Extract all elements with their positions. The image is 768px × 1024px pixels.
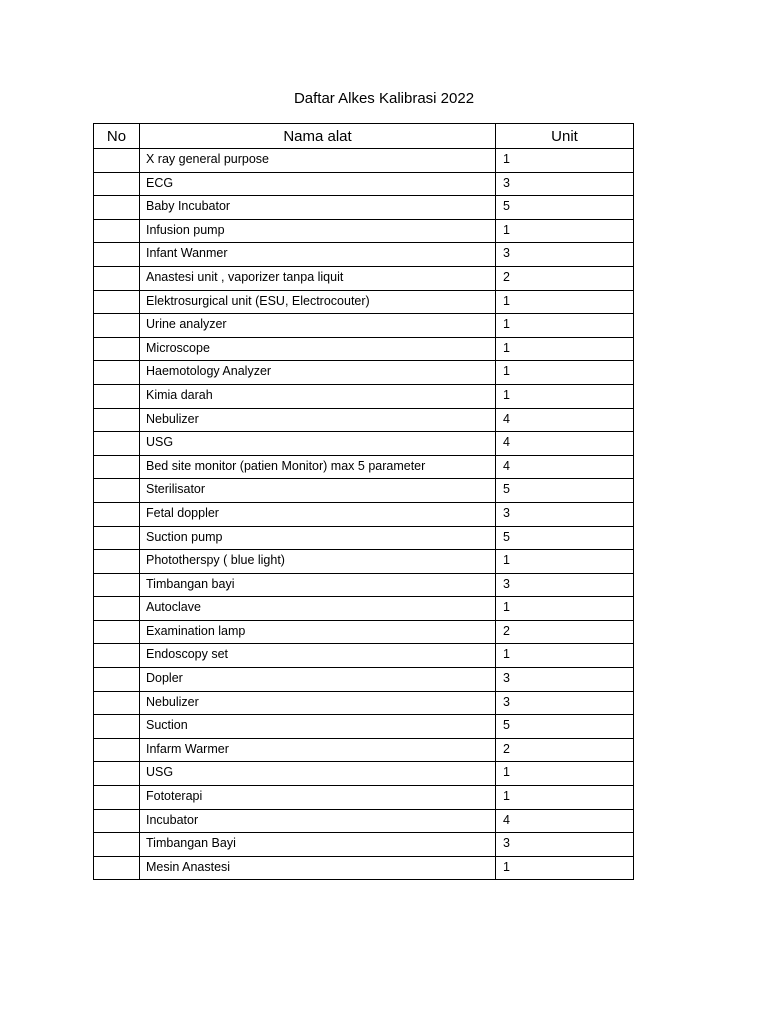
cell-name: Microscope [140,337,496,361]
cell-name: Timbangan Bayi [140,833,496,857]
cell-name: Nebulizer [140,408,496,432]
table-row [94,172,634,196]
cell-no [94,786,140,810]
table-row [94,620,634,644]
cell-name: Urine analyzer [140,314,496,338]
cell-name: Examination lamp [140,620,496,644]
cell-no [94,266,140,290]
cell-unit: 5 [496,479,634,503]
table-row [94,337,634,361]
cell-unit: 1 [496,149,634,173]
cell-no [94,620,140,644]
cell-unit: 1 [496,337,634,361]
cell-no [94,432,140,456]
table-row [94,384,634,408]
cell-name: Kimia darah [140,384,496,408]
cell-unit: 3 [496,243,634,267]
table-row [94,762,634,786]
table-row [94,314,634,338]
table-row [94,361,634,385]
table-row [94,455,634,479]
header-name: Nama alat [140,124,496,149]
cell-no [94,644,140,668]
cell-no [94,762,140,786]
table-row [94,597,634,621]
cell-name: Bed site monitor (patien Monitor) max 5 parameter [140,455,496,479]
cell-no [94,196,140,220]
table-row [94,149,634,173]
cell-unit: 3 [496,502,634,526]
cell-unit: 5 [496,526,634,550]
cell-no [94,668,140,692]
cell-name: Endoscopy set [140,644,496,668]
table-row [94,196,634,220]
table-row [94,408,634,432]
cell-name: USG [140,762,496,786]
cell-name: Anastesi unit , vaporizer tanpa liquit [140,266,496,290]
cell-unit: 1 [496,290,634,314]
cell-unit: 1 [496,384,634,408]
cell-no [94,502,140,526]
cell-unit: 1 [496,314,634,338]
table-row [94,715,634,739]
cell-no [94,455,140,479]
cell-unit: 5 [496,196,634,220]
cell-name: Infarm Warmer [140,738,496,762]
table-row [94,738,634,762]
cell-name: Haemotology Analyzer [140,361,496,385]
cell-unit: 2 [496,266,634,290]
cell-unit: 1 [496,762,634,786]
cell-unit: 4 [496,408,634,432]
table-row [94,691,634,715]
cell-unit: 1 [496,786,634,810]
cell-name: Timbangan bayi [140,573,496,597]
cell-no [94,573,140,597]
cell-no [94,219,140,243]
cell-name: Incubator [140,809,496,833]
table-row [94,479,634,503]
cell-no [94,290,140,314]
table-row [94,432,634,456]
cell-no [94,809,140,833]
cell-unit: 1 [496,219,634,243]
table-row [94,668,634,692]
cell-name: Infant Wanmer [140,243,496,267]
cell-unit: 3 [496,573,634,597]
cell-unit: 2 [496,620,634,644]
cell-name: Infusion pump [140,219,496,243]
cell-no [94,715,140,739]
equipment-table [93,123,634,880]
cell-name: Autoclave [140,597,496,621]
cell-no [94,691,140,715]
cell-unit: 4 [496,809,634,833]
cell-unit: 3 [496,833,634,857]
cell-unit: 3 [496,691,634,715]
cell-name: Fototerapi [140,786,496,810]
cell-no [94,149,140,173]
table-row [94,644,634,668]
cell-name: Dopler [140,668,496,692]
cell-no [94,526,140,550]
cell-unit: 2 [496,738,634,762]
cell-unit: 1 [496,550,634,574]
table-row [94,856,634,880]
cell-no [94,243,140,267]
table-row [94,243,634,267]
cell-name: X ray general purpose [140,149,496,173]
table-row [94,526,634,550]
header-unit: Unit [496,124,634,149]
cell-name: USG [140,432,496,456]
cell-unit: 5 [496,715,634,739]
cell-unit: 3 [496,172,634,196]
table-row [94,573,634,597]
cell-name: Nebulizer [140,691,496,715]
header-no: No [94,124,140,149]
cell-no [94,408,140,432]
table-row [94,290,634,314]
cell-name: Mesin Anastesi [140,856,496,880]
table-row [94,550,634,574]
cell-name: Sterilisator [140,479,496,503]
cell-name: Baby Incubator [140,196,496,220]
table-row [94,833,634,857]
cell-no [94,833,140,857]
table-row [94,809,634,833]
cell-no [94,479,140,503]
table-row [94,786,634,810]
cell-unit: 4 [496,455,634,479]
table-row [94,219,634,243]
cell-unit: 1 [496,856,634,880]
table-row [94,266,634,290]
cell-no [94,172,140,196]
cell-name: Elektrosurgical unit (ESU, Electrocouter) [140,290,496,314]
cell-no [94,384,140,408]
table-header-row [94,124,634,149]
cell-no [94,337,140,361]
cell-no [94,361,140,385]
table-row [94,502,634,526]
cell-name: Suction pump [140,526,496,550]
cell-no [94,856,140,880]
cell-no [94,314,140,338]
cell-name: Phototherspy ( blue light) [140,550,496,574]
cell-unit: 1 [496,597,634,621]
cell-name: Suction [140,715,496,739]
cell-unit: 3 [496,668,634,692]
cell-name: ECG [140,172,496,196]
cell-unit: 1 [496,644,634,668]
cell-name: Fetal doppler [140,502,496,526]
cell-no [94,738,140,762]
cell-unit: 4 [496,432,634,456]
cell-unit: 1 [496,361,634,385]
document-title: Daftar Alkes Kalibrasi 2022 [293,90,475,107]
cell-no [94,550,140,574]
cell-no [94,597,140,621]
table-body [94,149,634,880]
